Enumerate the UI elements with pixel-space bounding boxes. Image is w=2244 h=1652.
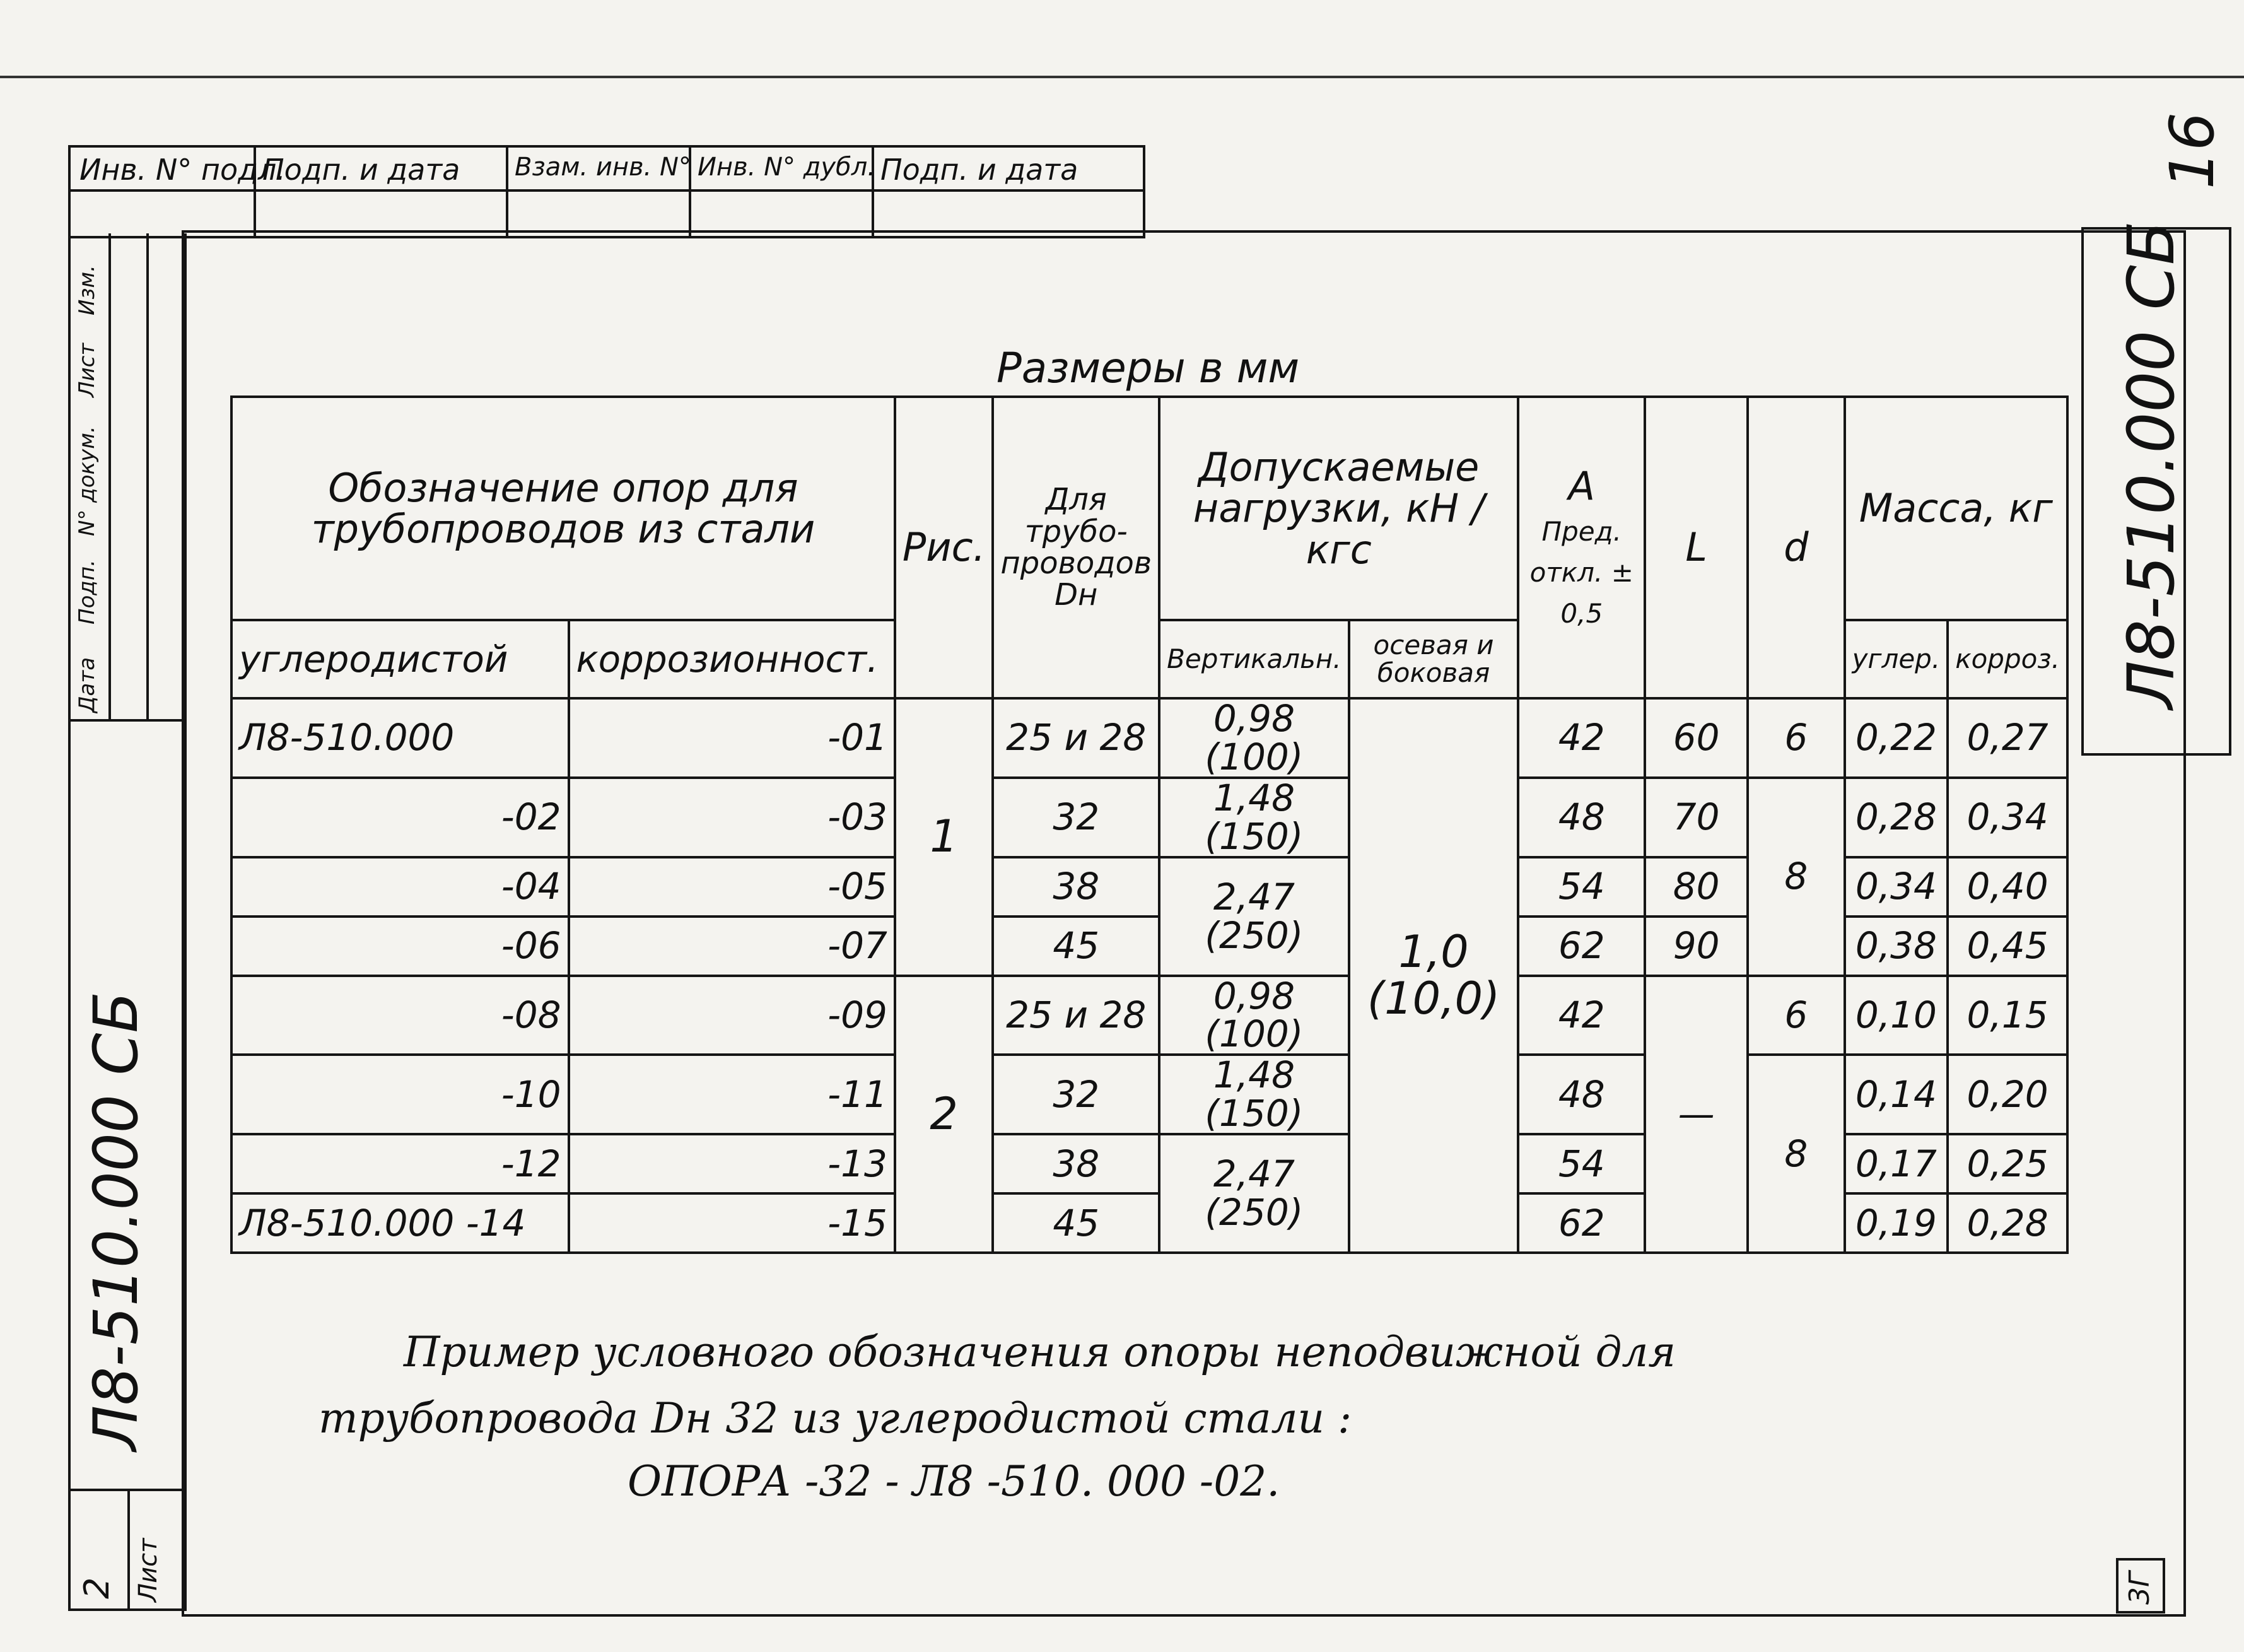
cell-vertical: 0,98 (100): [1159, 698, 1349, 778]
header-loads: [1159, 397, 1518, 620]
cell-vertical: 2,47 (250): [1159, 857, 1349, 976]
header-pipe-text: Для трубо- проводов: [1000, 482, 1152, 581]
cell-carbon: Л8-510.000 -14: [231, 1193, 569, 1253]
stamp-cell-replace: [506, 148, 691, 236]
cell-axial: 1,0 (10,0): [1349, 698, 1519, 1253]
cell-corrosion: -07: [569, 917, 895, 976]
header-l: [1645, 397, 1748, 698]
strip-sheet-label: Лист: [134, 1538, 163, 1602]
cell-d: 6: [1748, 698, 1844, 778]
header-pipe: [993, 397, 1159, 698]
header-corrosion: [569, 620, 895, 698]
strip-label-sign: Подп.: [74, 559, 100, 624]
cell-corrosion: -03: [569, 778, 895, 857]
cell-l: 60: [1645, 698, 1748, 778]
table-row: [231, 1055, 2067, 1134]
header-dn-text: Dн: [1055, 577, 1098, 613]
supports-table: [230, 395, 2069, 1254]
cell-carbon: -08: [231, 976, 569, 1055]
header-vertical: [1159, 620, 1349, 698]
cell-l: 70: [1645, 778, 1748, 857]
cell-d: 8: [1748, 1055, 1844, 1253]
note-line-2: трубопровода Dн 32 из углеродистой стали :: [318, 1394, 1352, 1443]
header-l-text: L: [1685, 524, 1707, 571]
cell-mass-corr: 0,45: [1948, 917, 2067, 976]
cell-carbon: -10: [231, 1055, 569, 1134]
cell-l: 90: [1645, 917, 1748, 976]
stamp-divider: [71, 189, 1143, 192]
cell-mass-carbon: 0,34: [1845, 857, 1948, 917]
cell-l: —: [1645, 976, 1748, 1253]
strip-label-izm: Изм.: [74, 265, 100, 315]
header-loads-text: Допускаемые нагрузки, кН / кгс: [1193, 444, 1485, 573]
header-a-text: A: [1568, 462, 1595, 509]
header-mass-text: Масса, кг: [1859, 485, 2053, 532]
cell-mass-corr: 0,20: [1948, 1055, 2067, 1134]
strip-label-date: Дата: [74, 657, 100, 713]
cell-carbon: Л8-510.000: [231, 698, 569, 778]
header-axial: [1349, 620, 1519, 698]
cell-dn: 38: [993, 1134, 1159, 1193]
title-document-code: Л8-510.000 СБ: [2114, 221, 2189, 709]
cell-a: 62: [1518, 1193, 1645, 1253]
cell-fig: 2: [895, 976, 993, 1253]
cell-mass-corr: 0,34: [1948, 778, 2067, 857]
stamp-label: Инв. N° подл.: [79, 153, 286, 187]
cell-a: 42: [1518, 698, 1645, 778]
cell-a: 48: [1518, 778, 1645, 857]
cell-vertical: 2,47 (250): [1159, 1134, 1349, 1253]
header-mass-carbon: [1845, 620, 1948, 698]
header-mass-carbon-text: углер.: [1852, 643, 1941, 674]
stamp-cell-sign-date-2: [872, 148, 1140, 236]
cell-a: 42: [1518, 976, 1645, 1055]
cell-fig: 1: [895, 698, 993, 976]
cell-corrosion: -09: [569, 976, 895, 1055]
top-rule: [0, 76, 2244, 78]
cell-l: 80: [1645, 857, 1748, 917]
header-designation-text: Обозначение опор для трубопроводов из стали: [311, 464, 815, 552]
strip-sheet-number: 2: [77, 1577, 117, 1599]
note-line-1: Пример условного обозначения опоры неподвижной для: [404, 1328, 1676, 1376]
title-block: [2081, 221, 2231, 756]
cell-d: 8: [1748, 778, 1844, 976]
header-carbon-text: углеродистой: [239, 637, 508, 681]
strip-document-code: Л8-510.000 СБ: [81, 991, 151, 1451]
cell-dn: 45: [993, 917, 1159, 976]
stamp-label: Подп. и дата: [262, 153, 460, 187]
stamp-cell-sign-date: [254, 148, 508, 236]
stamp-label: Инв. N° дубл.: [698, 153, 875, 182]
header-mass-corr: [1948, 620, 2067, 698]
left-stamp-strip: [68, 233, 187, 1611]
header-mass: [1845, 397, 2067, 620]
cell-dn: 32: [993, 778, 1159, 857]
cell-mass-carbon: 0,22: [1845, 698, 1948, 778]
cell-carbon: -04: [231, 857, 569, 917]
cell-vertical: 0,98 (100): [1159, 976, 1349, 1055]
cell-mass-carbon: 0,14: [1845, 1055, 1948, 1134]
cell-vertical: 1,48 (150): [1159, 778, 1349, 857]
cell-carbon: -06: [231, 917, 569, 976]
top-stamp: [68, 145, 1145, 238]
cell-vertical: 1,48 (150): [1159, 1055, 1349, 1134]
cell-d: 6: [1748, 976, 1844, 1055]
cell-mass-corr: 0,15: [1948, 976, 2067, 1055]
note-line-3: ОПОРА -32 - Л8 -510. 000 -02.: [628, 1457, 1280, 1506]
page-number: 16: [2157, 112, 2228, 189]
cell-mass-carbon: 0,10: [1845, 976, 1948, 1055]
table-row: [231, 976, 2067, 1055]
stamp-cell-inv-orig: [71, 148, 286, 236]
cell-dn: 38: [993, 857, 1159, 917]
cell-a: 62: [1518, 917, 1645, 976]
cell-mass-corr: 0,40: [1948, 857, 2067, 917]
header-designation: [231, 397, 895, 620]
cell-corrosion: -13: [569, 1134, 895, 1193]
cell-a: 54: [1518, 1134, 1645, 1193]
header-axial-text: осевая и боковая: [1373, 629, 1494, 688]
stamp-label: Подп. и дата: [880, 153, 1078, 187]
header-vertical-text: Вертикальн.: [1167, 643, 1341, 674]
cell-carbon: -02: [231, 778, 569, 857]
cell-carbon: -12: [231, 1134, 569, 1193]
header-mass-corr-text: корроз.: [1955, 643, 2060, 674]
strip-label-list: Лист: [74, 343, 100, 397]
cell-mass-carbon: 0,38: [1845, 917, 1948, 976]
stamp-label: Взам. инв. N°: [515, 153, 691, 182]
cell-dn: 25 и 28: [993, 698, 1159, 778]
cell-mass-carbon: 0,19: [1845, 1193, 1948, 1253]
header-d: [1748, 397, 1844, 698]
header-a-tol: Пред. откл. ± 0,5: [1529, 515, 1633, 630]
table-row: [231, 698, 2067, 778]
cell-dn: 32: [993, 1055, 1159, 1134]
cell-a: 54: [1518, 857, 1645, 917]
cell-mass-carbon: 0,17: [1845, 1134, 1948, 1193]
corner-mark: 3Г: [2124, 1571, 2156, 1605]
cell-corrosion: -05: [569, 857, 895, 917]
header-fig: [895, 397, 993, 698]
cell-mass-corr: 0,27: [1948, 698, 2067, 778]
header-carbon: [231, 620, 569, 698]
strip-label-doc: N° докум.: [74, 426, 100, 536]
table-caption: Размеры в мм: [996, 344, 1300, 392]
cell-corrosion: -01: [569, 698, 895, 778]
header-corrosion-text: коррозионност.: [576, 637, 879, 681]
header-a: [1518, 397, 1645, 698]
cell-mass-corr: 0,28: [1948, 1193, 2067, 1253]
cell-corrosion: -15: [569, 1193, 895, 1253]
cell-a: 48: [1518, 1055, 1645, 1134]
header-d-text: d: [1784, 524, 1809, 571]
cell-mass-corr: 0,25: [1948, 1134, 2067, 1193]
header-fig-text: Рис.: [902, 524, 986, 571]
cell-corrosion: -11: [569, 1055, 895, 1134]
stamp-cell-inv-dup: [689, 148, 874, 236]
cell-mass-carbon: 0,28: [1845, 778, 1948, 857]
table-row: [231, 778, 2067, 857]
cell-dn: 45: [993, 1193, 1159, 1253]
cell-dn: 25 и 28: [993, 976, 1159, 1055]
corner-box: [2116, 1558, 2165, 1614]
